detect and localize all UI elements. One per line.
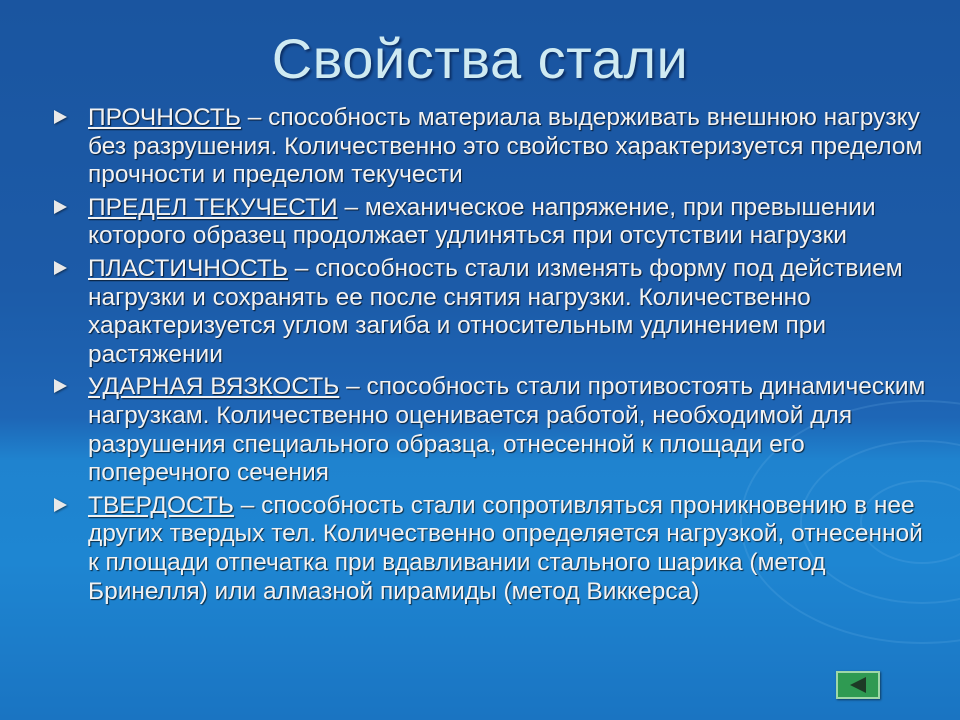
triangle-bullet-icon xyxy=(54,261,67,275)
triangle-bullet-icon xyxy=(54,498,67,512)
bullet-text: – способность стали противостоять динамическим нагрузкам. Количественно оценивается работой, необходимой для разрушения специального образца, отнесенной к площади его поперечного сечения xyxy=(88,373,926,487)
bullet-item-strength xyxy=(50,104,930,190)
bullet-text: – способность материала выдерживать внешнюю нагрузку без разрушения. Количественно это свойство характеризуется пределом прочности и пределом текучести xyxy=(88,104,923,189)
bullet-term: УДАРНАЯ ВЯЗКОСТЬ xyxy=(88,373,340,401)
bullet-term: ПРОЧНОСТЬ xyxy=(88,104,241,131)
bullet-term: ПРЕДЕЛ ТЕКУЧЕСТИ xyxy=(88,193,338,221)
triangle-bullet-icon xyxy=(54,200,67,214)
bullet-item-impact-toughness xyxy=(50,373,930,487)
back-arrow-icon xyxy=(850,677,866,693)
bullet-item-plasticity xyxy=(50,255,930,369)
bullet-text: – механическое напряжение, при превышении которого образец продолжает удлиняться при отсутствии нагрузки xyxy=(88,193,876,250)
bullet-item-hardness xyxy=(50,492,930,606)
bullet-term: ТВЕРДОСТЬ xyxy=(88,491,234,519)
bullet-text: – способность стали изменять форму под действием нагрузки и сохранять ее после снятия нагрузки. Количественно характеризуется углом загиба и относительным удлинением при растяжении xyxy=(88,254,903,368)
bullet-term: ПЛАСТИЧНОСТЬ xyxy=(88,254,288,282)
bullet-item-yield-strength xyxy=(50,194,930,251)
bullet-list xyxy=(50,104,930,610)
triangle-bullet-icon xyxy=(54,110,67,124)
slide-title: Свойства стали xyxy=(271,27,689,90)
bullet-text: – способность стали сопротивляться проникновению в нее других твердых тел. Количественно определяется нагрузкой, отнесенной к площади отпечатка при вдавливании стального шарика (метод Бринелля) или алмазной пирамиды (метод Виккерса) xyxy=(88,491,923,605)
back-button[interactable] xyxy=(836,671,880,699)
triangle-bullet-icon xyxy=(54,379,67,393)
